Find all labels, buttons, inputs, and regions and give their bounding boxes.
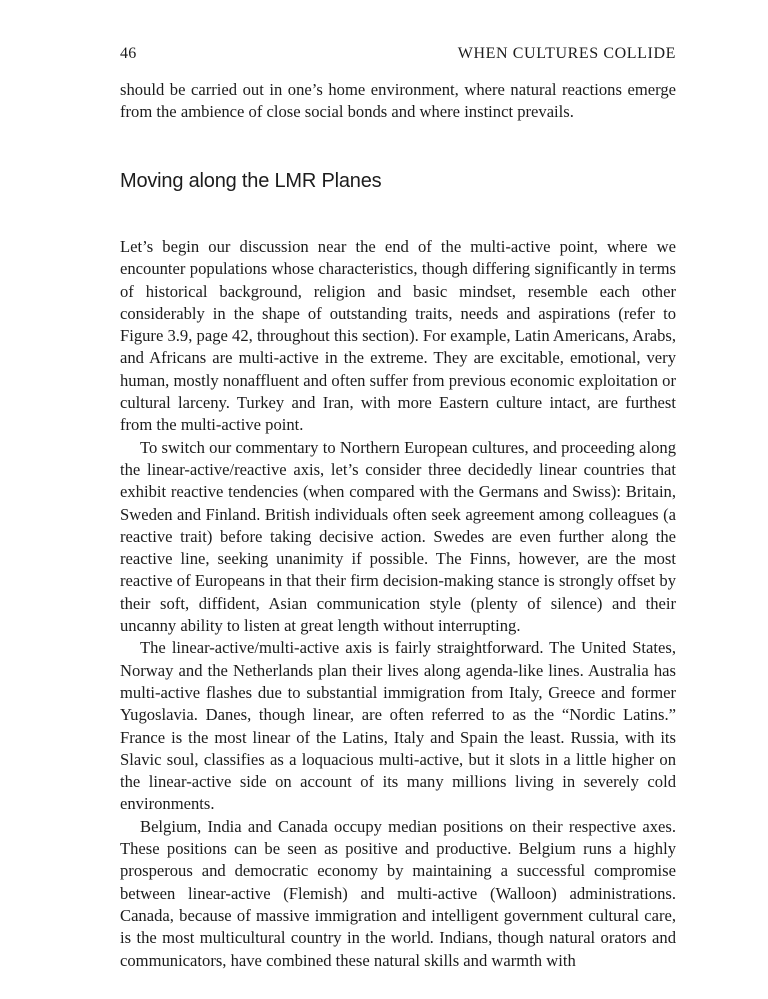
section-heading: Moving along the LMR Planes <box>120 170 382 192</box>
paragraph-3: The linear-active/multi-active axis is fairly straightforward. The United States, Norway and the Netherlands plan their lives along agenda-like lines. Australia has multi-active flashes due to substantial immigration from Italy, Greece and former Yugoslavia. Danes, though linear, are often referred to as the “Nordic Latins.” France is the most linear of the Latins, Italy and Spain the least. Russia, with its Slavic soul, classifies as a loquacious multi-active, but it slots in a little higher on the linear-active side on account of its many millions living in severely cold environments. <box>120 638 676 814</box>
book-title: WHEN CULTURES COLLIDE <box>457 45 676 62</box>
paragraph-2: To switch our commentary to Northern European cultures, and proceeding along the linear-active/reactive axis, let’s consider three decidedly linear countries that exhibit reactive tendencies (when compared with the Germans and Swiss): Britain, Sweden and Finland. British individuals often seek agreement among colleagues (a reactive trait) before taking decisive action. Swedes are even further along the reactive line, seeking unanimity if possible. The Finns, however, are the most reactive of Europeans in that their firm decision-making stance is strongly offset by their soft, diffident, Asian communication style (plenty of silence) and their uncanny ability to listen at great length without interrupting. <box>120 437 676 636</box>
paragraph-1: Let’s begin our discussion near the end of the multi-active point, where we encounter populations whose characteristics, though differing significantly in terms of historical background, religion and basic mindset, resemble each other considerably in the shape of outstanding traits, needs and aspirations (refer to Figure 3.9, page 42, throughout this section). For example, Latin Americans, Arabs, and Africans are multi-active in the extreme. They are excitable, emotional, very human, mostly nonaffluent and often suffer from previous economic exploitation or cultural larceny. Turkey and Iran, with more Eastern culture intact, are furthest from the multi-active point. <box>120 237 676 435</box>
paragraph-4: Belgium, India and Canada occupy median positions on their respective axes. These positions can be seen as positive and productive. Belgium runs a highly prosperous and democratic economy by maintaining a successful compromise between linear-active (Flemish) and multi-active (Walloon) administrations. Canada, because of massive immigration and intelligent government cultural care, is the most multicultural country in the world. Indians, though natural orators and communicators, have combined these natural skills and warmth with <box>120 816 676 970</box>
page-number: 46 <box>120 45 137 62</box>
section-body <box>120 236 676 972</box>
continued-paragraph-block <box>120 79 676 124</box>
continued-paragraph: should be carried out in one’s home environment, where natural reactions emerge from the ambience of close social bonds and where instinct prevails. <box>120 80 676 122</box>
